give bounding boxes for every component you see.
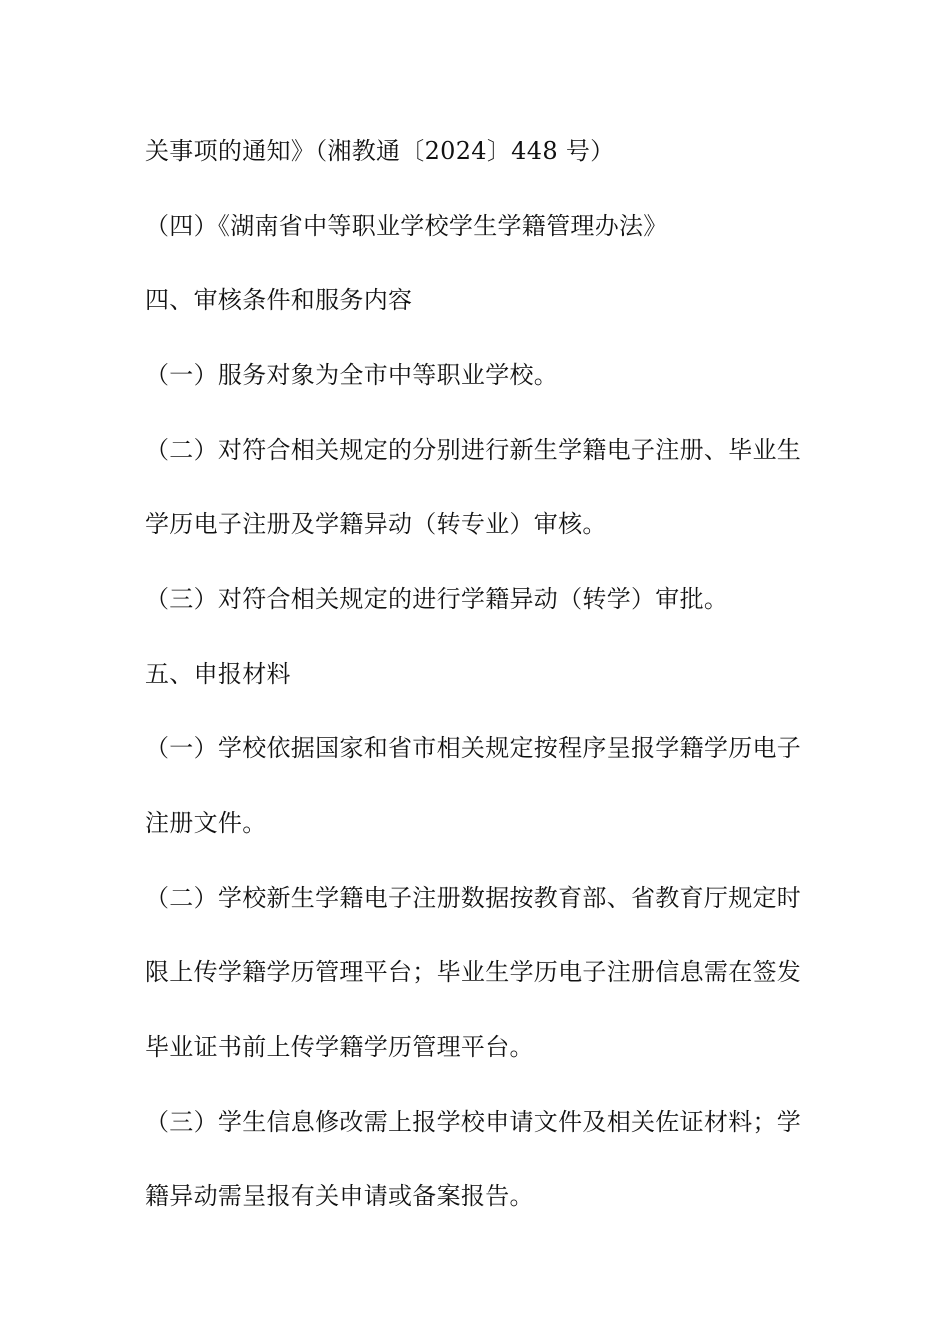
text-line-continuation-notice: 关事项的通知》（湘教通〔2024〕448 号） [145,137,615,165]
section-heading-application-materials: 五、申报材料 [145,660,291,688]
text-line-materials-2-start: （二）学校新生学籍电子注册数据按教育部、省教育厅规定时 [145,884,802,912]
text-line-item-3-approval: （三）对符合相关规定的进行学籍异动（转学）审批。 [145,585,729,613]
text-line-item-2-end: 学历电子注册及学籍异动（转专业）审核。 [145,510,607,538]
text-line-service-target: （一）服务对象为全市中等职业学校。 [145,361,559,389]
text-line-materials-3-start: （三）学生信息修改需上报学校申请文件及相关佐证材料；学 [145,1108,802,1136]
text-line-item-4-regulation: （四）《湖南省中等职业学校学生学籍管理办法》 [145,212,668,240]
text-line-materials-1-end: 注册文件。 [145,809,267,837]
text-line-materials-2-middle: 限上传学籍学历管理平台；毕业生学历电子注册信息需在签发 [145,958,802,986]
text-line-item-2-start: （二）对符合相关规定的分别进行新生学籍电子注册、毕业生 [145,436,802,464]
text-line-materials-2-end: 毕业证书前上传学籍学历管理平台。 [145,1033,534,1061]
section-heading-review-conditions: 四、审核条件和服务内容 [145,286,413,314]
text-line-materials-3-end: 籍异动需呈报有关申请或备案报告。 [145,1182,534,1210]
text-line-materials-1-start: （一）学校依据国家和省市相关规定按程序呈报学籍学历电子 [145,734,802,762]
